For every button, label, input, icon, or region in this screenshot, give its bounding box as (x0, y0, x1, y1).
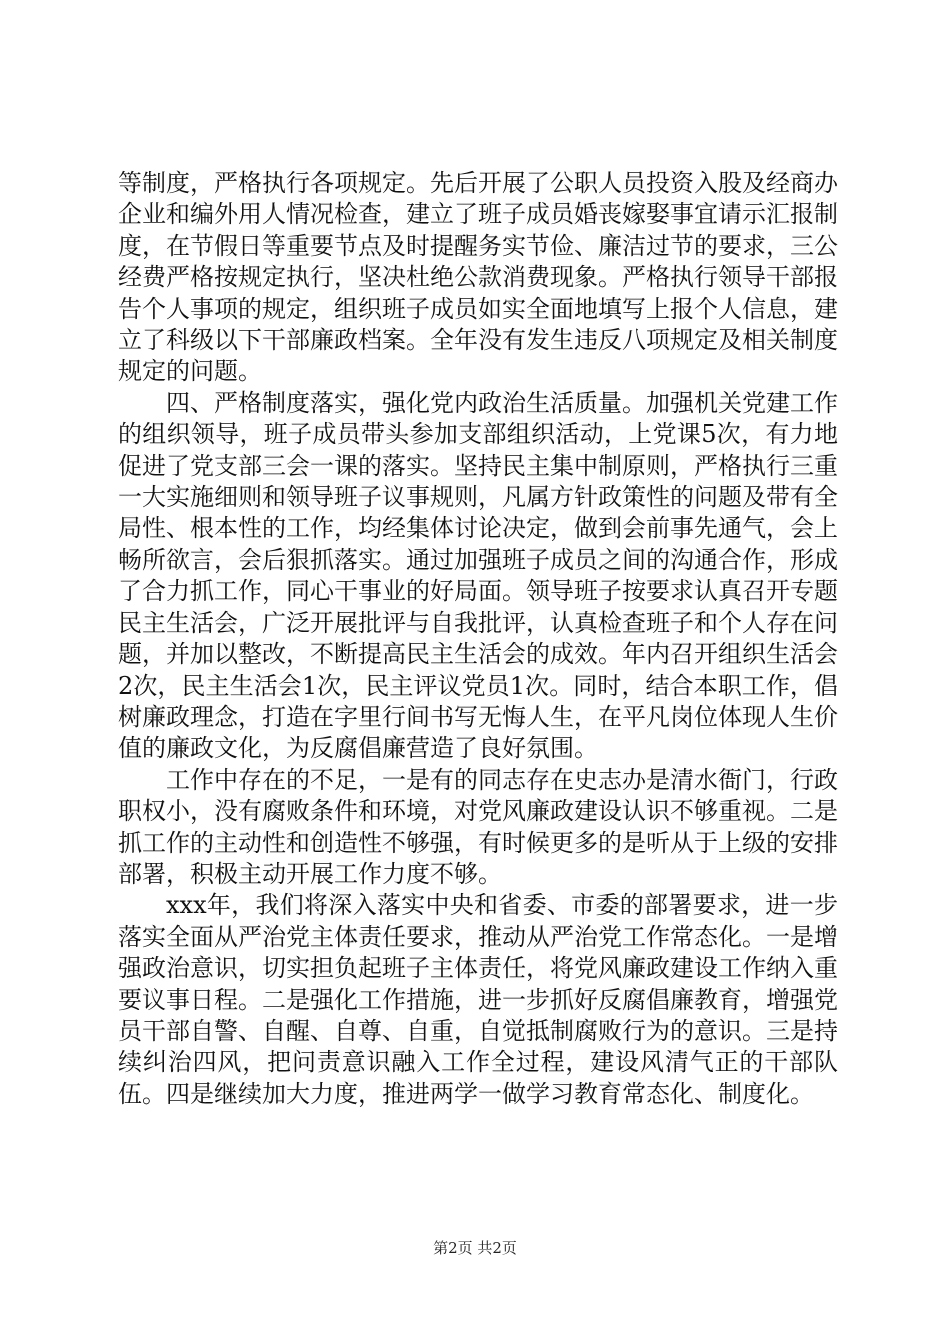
paragraph-next-year-plan: xxx年，我们将深入落实中央和省委、市委的部署要求，进一步落实全面从严治党主体责任要求，推动从严治党工作常态化。一是增强政治意识，切实担负起班子主体责任，将党风廉政建设工作纳入重要议事日程。二是强化工作措施，进一步抓好反腐倡廉教育，增强党员干部自警、自醒、自尊、自重，自觉抵制腐败行为的意识。三是持续纠治四风，把问责意识融入工作全过程，建设风清气正的干部队伍。四是继续加大力度，推进两学一做学习教育常态化、制度化。 (118, 891, 838, 1108)
page-footer: 第2页 共2页 (433, 1239, 517, 1257)
paragraph-continued: 等制度，严格执行各项规定。先后开展了公职人员投资入股及经商办企业和编外用人情况检查，建立了班子成员婚丧嫁娶事宜请示汇报制度，在节假日等重要节点及时提醒务实节俭、廉洁过节的要求，三公经费严格按规定执行，坚决杜绝公款消费现象。严格执行领导干部报告个人事项的规定，组织班子成员如实全面地填写上报个人信息，建立了科级以下干部廉政档案。全年没有发生违反八项规定及相关制度规定的问题。 (118, 169, 838, 386)
document-body (118, 168, 838, 1110)
paragraph-section-four: 四、严格制度落实，强化党内政治生活质量。加强机关党建工作的组织领导，班子成员带头参加支部组织活动，上党课5次，有力地促进了党支部三会一课的落实。坚持民主集中制原则，严格执行三重一大实施细则和领导班子议事规则，凡属方针政策性的问题及带有全局性、根本性的工作，均经集体讨论决定，做到会前事先通气，会上畅所欲言，会后狠抓落实。通过加强班子成员之间的沟通合作，形成了合力抓工作，同心干事业的好局面。领导班子按要求认真召开专题民主生活会，广泛开展批评与自我批评，认真检查班子和个人存在问题，并加以整改，不断提高民主生活会的成效。年内召开组织生活会2次，民主生活会1次，民主评议党员1次。同时，结合本职工作，倡树廉政理念，打造在字里行间书写无悔人生，在平凡岗位体现人生价值的廉政文化，为反腐倡廉营造了良好氛围。 (118, 388, 838, 763)
paragraph-shortcomings: 工作中存在的不足，一是有的同志存在史志办是清水衙门，行政职权小，没有腐败条件和环境，对党风廉政建设认识不够重视。二是抓工作的主动性和创造性不够强，有时候更多的是听从于上级的安排部署，积极主动开展工作力度不够。 (118, 765, 838, 888)
